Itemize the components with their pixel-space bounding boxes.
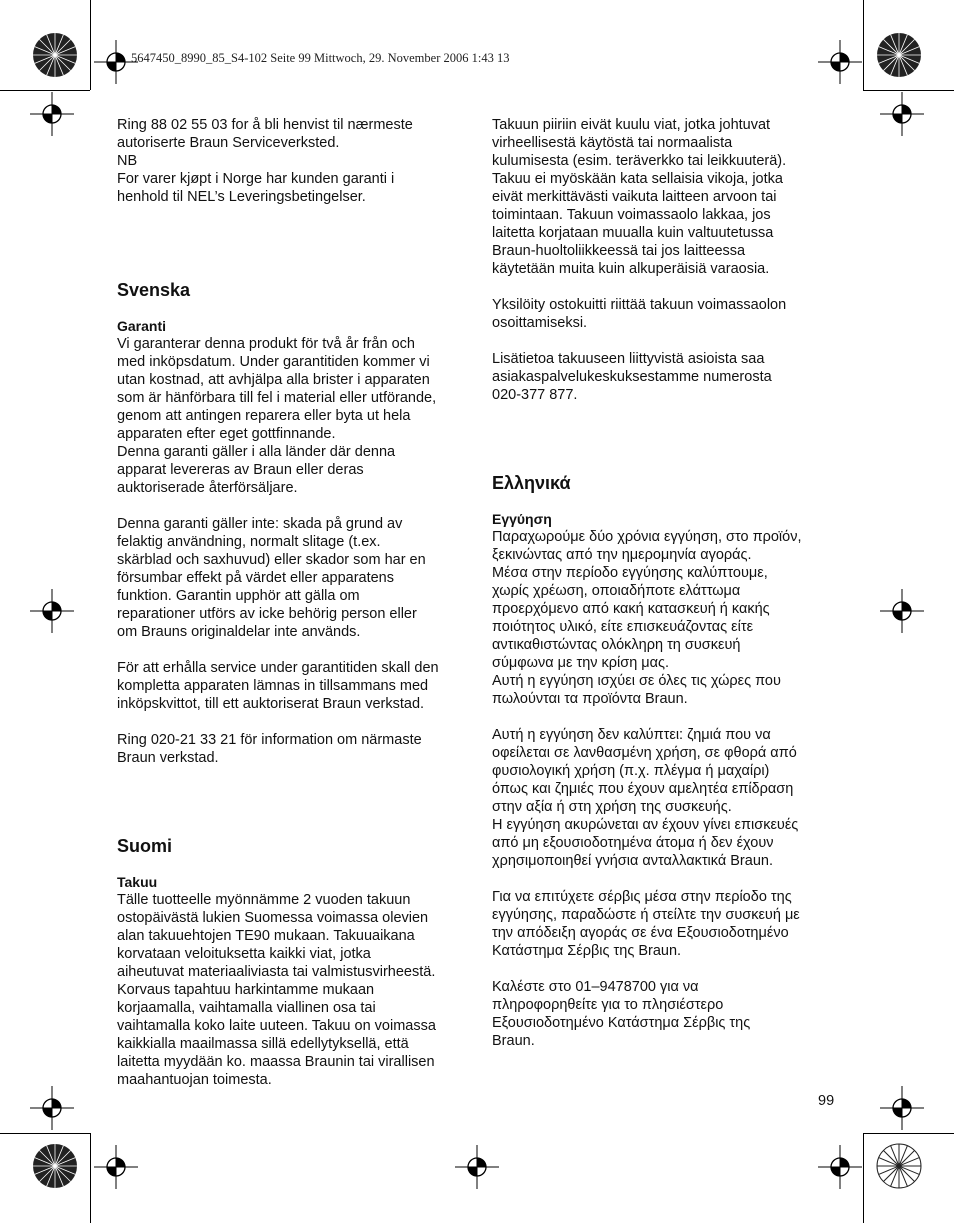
registration-mark-icon: [880, 589, 924, 633]
greek-paragraph-3: Για να επιτύχετε σέρβις μέσα στην περίοδο της εγγύησης, παραδώστε ή στείλτε την συσκευή με την απόδειξη αγοράς σε ένα Εξουσιοδοτημένο Κατάστημα Σέρβις της Braun.: [492, 889, 800, 959]
greek-paragraph-2: Αυτή η εγγύηση δεν καλύπτει: ζημιά που να οφείλεται σε λανθασμένη χρήση, σε φθορά από φυσιολογική χρήση (π.χ. πλέγμα ή μαχαίρι) όπως και ζημιές που έχουν αμελητέα επίδραση στην αξία ή στη χρήση της συσκευής. Η εγγύηση ακυρώνεται αν έχουν γίνει επισκευές από μη εξουσιοδοτημένα άτομα ή δεν έχουν χρησιμοποιηθεί γνήσια ανταλλακτικά Braun.: [492, 727, 799, 869]
crop-line-top-right-v: [863, 0, 864, 90]
svenska-paragraph-4: Ring 020-21 33 21 för information om närmaste Braun verkstad.: [117, 732, 422, 766]
greek-paragraph-1: Παραχωρούμε δύο χρόνια εγγύηση, στο προϊόν, ξεκινώντας από την ημερομηνία αγοράς. Μέσα στην περίοδο εγγύησης καλύπτουμε, χωρίς χρέωση, οποιαδήποτε ελάττωμα προερχόμενο από κακή κατασκευή ή κακής ποιότητος υλικό, είτε επισκευάζοντας είτε αντικαθιστώντας ολόκληρη τη συσκευή σύμφωνα με την κρίση μας. Αυτή η εγγύηση ισχύει σε όλες τις χώρες που πωλούνται τα προϊόντα Braun.: [492, 529, 802, 707]
crop-line-top-left-v: [90, 0, 91, 90]
suomi-cont-paragraph-3: Lisätietoa takuuseen liittyvistä asioista saa asiakaspalvelukeskuksestamme numerosta 020-377 877.: [492, 351, 772, 403]
svenska-paragraph-2: Denna garanti gäller inte: skada på grund av felaktig användning, normalt slitage (t.ex. skärblad och saxhuvud) eller skador som har en försumbar effekt på värdet eller apparatens funktion. Garantin upphör att gälla om reparationer utförs av icke behörig person eller om Brauns originaldelar inte används.: [117, 516, 426, 640]
registration-mark-icon: [94, 40, 138, 84]
left-column: [117, 116, 467, 1089]
suomi-cont-paragraph-1: Takuun piiriin eivät kuulu viat, jotka johtuvat virheellisestä käytöstä tai normaalista kulumisesta (esim. teräverkko tai leikkuuterä). Takuu ei myöskään kata sellaisia vikoja, jotka eivät merkittävästi vaikuta laitteen arvoon tai toimintaan. Takuun voimassaolo lakkaa, jos laitetta korjataan muualla kuin valtuutetussa Braun-huoltoliikkeessä tai jos laitteessa käytetään muita kuin alkuperäisiä varaosia.: [492, 117, 787, 277]
registration-mark-icon: [455, 1145, 499, 1189]
suomi-cont-paragraph-2: Yksilöity ostokuitti riittää takuun voimassaolon osoittamiseksi.: [492, 297, 787, 331]
section-heading-greek: Ελληνικά: [492, 473, 571, 493]
greek-paragraph-4: Καλέστε στο 01–9478700 για να πληροφορηθείτε για το πλησιέστερο Εξουσιοδοτημένο Κατάστημα Σέρβις της Braun.: [492, 979, 751, 1049]
suomi-paragraph-1: Tälle tuotteelle myönnämme 2 vuoden takuun ostopäivästä lukien Suomessa voimassa olevien alan takuuehtojen TE90 mukaan. Takuuaikana korvataan veloituksetta kaikki viat, jotka aiheutuvat materiaaliviasta tai valmistusvirheestä. Korvaus tapahtuu harkintamme mukaan korjaamalla, vaihtamalla viallinen osa tai vaihtamalla koko laite uuteen. Takuu on voimassa kaikkialla maailmassa sillä edellytyksellä, että laitetta myydään ko. maassa Braunin tai virallisen maahantuojan toimesta.: [117, 892, 436, 1088]
starburst-target-icon: [876, 1143, 922, 1189]
registration-mark-icon: [880, 1086, 924, 1130]
subheading-takuu: Takuu: [117, 874, 158, 890]
section-heading-suomi: Suomi: [117, 836, 173, 856]
crop-line-top-left-h: [0, 90, 90, 91]
registration-mark-icon: [94, 1145, 138, 1189]
svenska-paragraph-3: För att erhålla service under garantitiden skall den kompletta apparaten lämnas in tillsammans med inköpskvittot, till ett auktoriserat Braun verkstad.: [117, 660, 439, 712]
print-info-header: 5647450_8990_85_S4-102 Seite 99 Mittwoch, 29. November 2006 1:43 13: [131, 51, 510, 65]
norway-text: Ring 88 02 55 03 for å bli henvist til nærmeste autoriserte Braun Serviceverksted. NB For varer kjøpt i Norge har kunden garanti i henhold til NEL’s Leveringsbetingelser.: [117, 117, 413, 205]
registration-mark-icon: [818, 1145, 862, 1189]
crop-line-bottom-right-v: [863, 1133, 864, 1223]
starburst-target-icon: [876, 32, 922, 78]
crop-line-bottom-right-h: [863, 1133, 954, 1134]
right-column: [492, 116, 842, 1050]
starburst-target-icon: [32, 32, 78, 78]
svenska-paragraph-1: Vi garanterar denna produkt för två år från och med inköpsdatum. Under garantitiden kommer vi utan kostnad, att avhjälpa alla brister i apparaten som är hänförbara till fel i material eller utförande, genom att antingen reparera eller byta ut hela apparaten efter eget gottfinnande. Denna garanti gäller i alla länder där denna apparat levereras av Braun eller deras auktoriserade återförsäljare.: [117, 336, 437, 496]
registration-mark-icon: [30, 1086, 74, 1130]
starburst-target-icon: [32, 1143, 78, 1189]
crop-line-bottom-left-v: [90, 1133, 91, 1223]
crop-line-bottom-left-h: [0, 1133, 90, 1134]
registration-mark-icon: [30, 589, 74, 633]
page-number: 99: [818, 1093, 835, 1109]
subheading-garanti: Garanti: [117, 318, 167, 334]
registration-mark-icon: [880, 92, 924, 136]
registration-mark-icon: [818, 40, 862, 84]
crop-line-top-right-h: [863, 90, 954, 91]
section-heading-svenska: Svenska: [117, 280, 191, 300]
subheading-eggyisi: Εγγύηση: [492, 511, 552, 527]
registration-mark-icon: [30, 92, 74, 136]
